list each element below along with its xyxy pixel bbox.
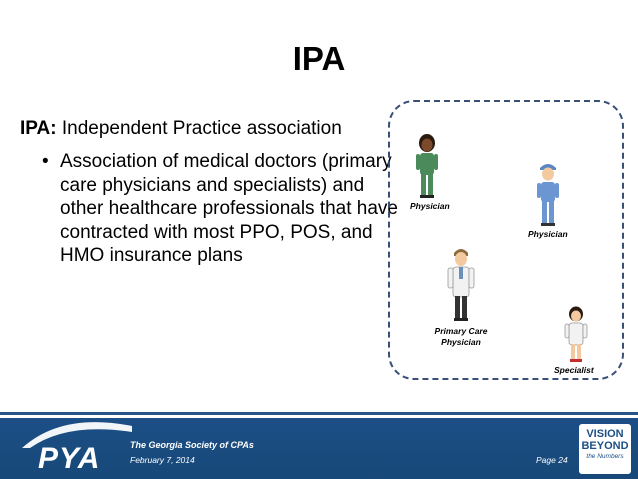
definition-term: IPA:: [20, 118, 57, 139]
pya-logo: PYA: [38, 442, 101, 475]
definition: [20, 118, 342, 140]
label-pcp-line-2: Physician: [441, 337, 481, 347]
footer-organization: The Georgia Society of CPAs: [130, 440, 254, 450]
primary-care-physician-figure: [445, 245, 477, 323]
label-physician-1: Physician: [410, 201, 450, 211]
vision-beyond-badge: [579, 424, 631, 474]
definition-text: Independent Practice association: [56, 118, 342, 139]
specialist-figure: [562, 305, 590, 363]
label-pcp-line-1: Primary Care: [434, 326, 488, 336]
physician-figure-1: [412, 132, 442, 200]
label-physician-2: Physician: [528, 229, 568, 239]
slide-title: IPA: [292, 40, 346, 77]
badge-line-2: BEYOND: [581, 440, 629, 452]
bullet-marker: •: [42, 151, 49, 172]
badge-line-1: VISION: [586, 428, 624, 440]
footer-date: February 7, 2014: [130, 455, 195, 465]
bullet-text: Association of medical doctors (primary care physicians and specialists) and other healthcare professionals that have contracted with most PPO, POS, and HMO insurance plans: [60, 151, 398, 266]
physician-figure-2: [533, 160, 563, 228]
footer-divider: [0, 412, 638, 415]
label-specialist: Specialist: [554, 365, 594, 375]
page-number: Page 24: [536, 455, 568, 465]
badge-line-3: the Numbers: [586, 453, 624, 460]
label-primary-care-physician: [427, 326, 495, 348]
